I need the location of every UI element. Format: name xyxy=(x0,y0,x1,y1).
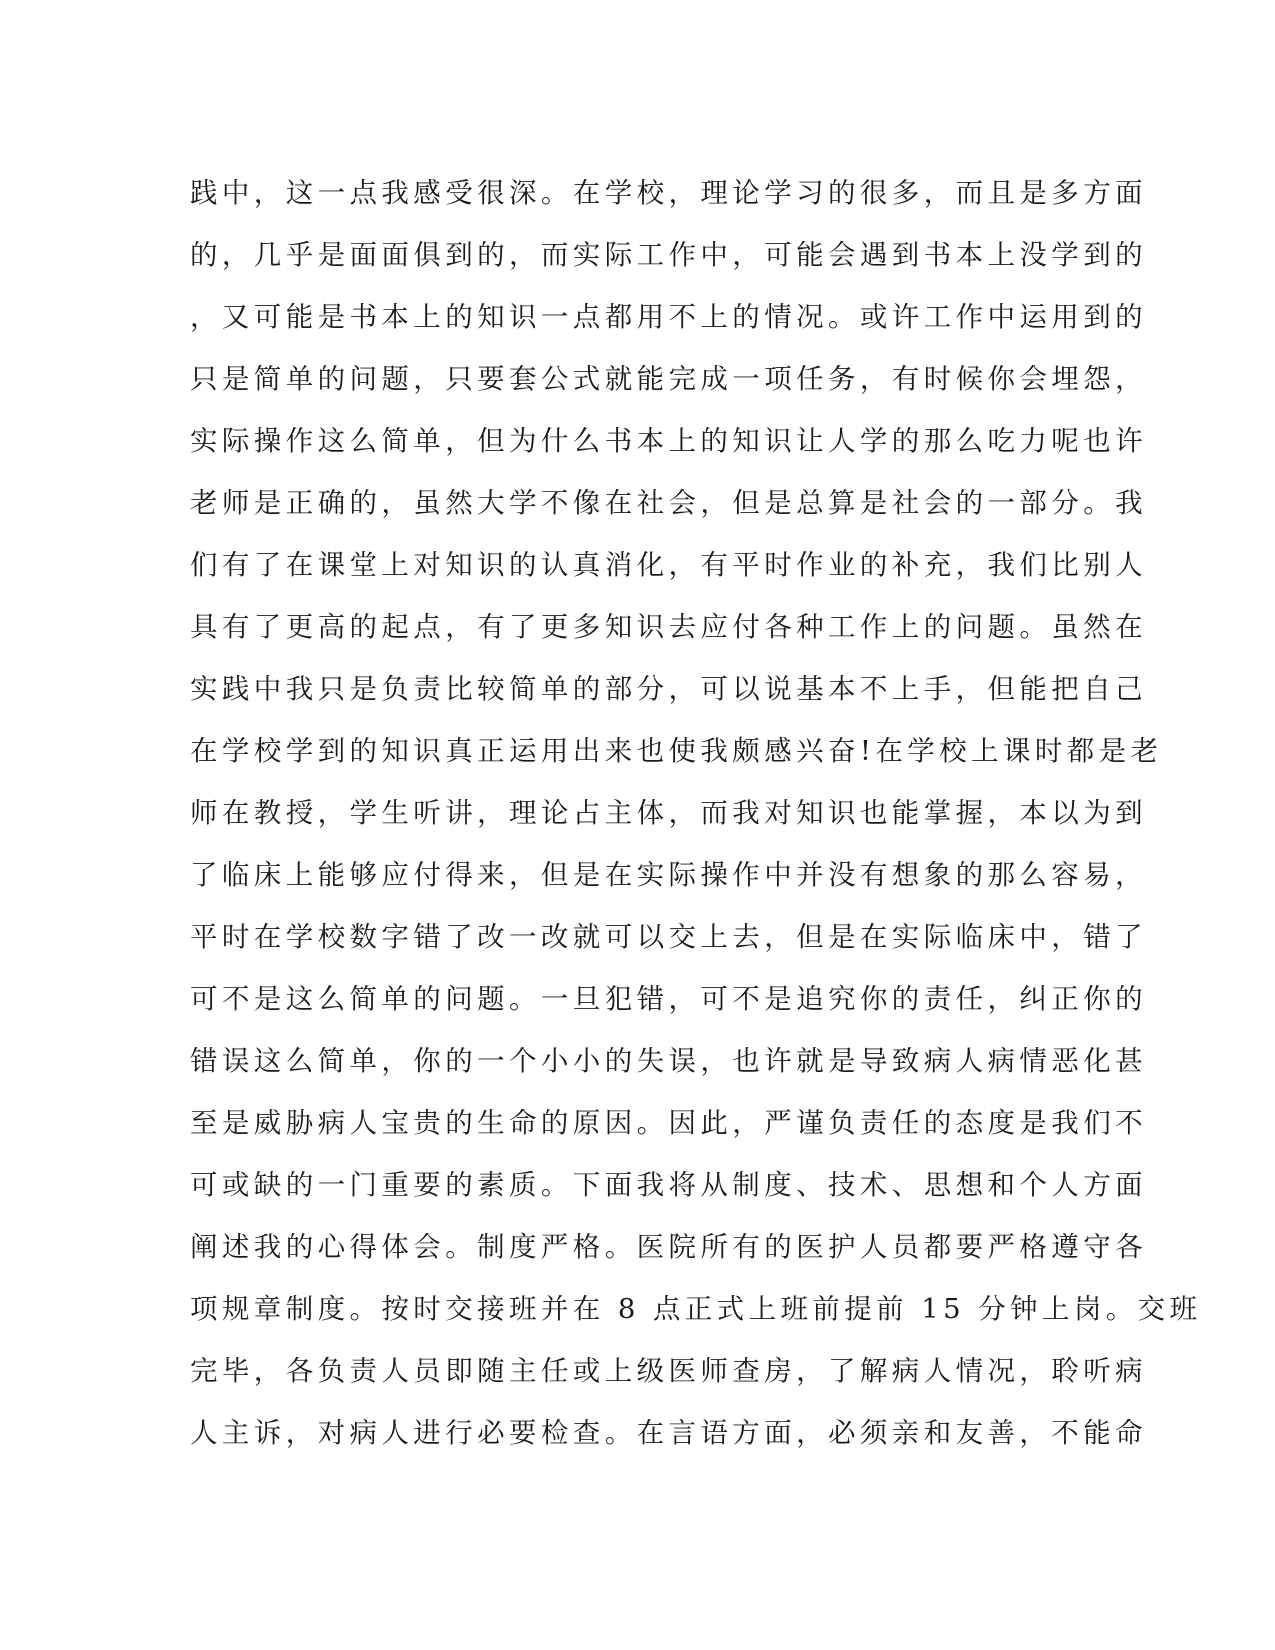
text-line: 了临床上能够应付得来，但是在实际操作中并没有想象的那么容易， xyxy=(190,859,1147,891)
text-line: 项规章制度。按时交接班并在 8 点正式上班前提前 15 分钟上岗。交班 xyxy=(190,1293,1202,1325)
text-line: 可或缺的一门重要的素质。下面我将从制度、技术、思想和个人方面 xyxy=(190,1169,1147,1201)
text-line: 只是简单的问题，只要套公式就能完成一项任务，有时候你会埋怨， xyxy=(190,363,1147,395)
text-line: 师在教授，学生听讲，理论占主体，而我对知识也能掌握，本以为到 xyxy=(190,797,1147,829)
text-line: 在学校学到的知识真正运用出来也使我颇感兴奋!在学校上课时都是老 xyxy=(190,735,1163,767)
text-line: 老师是正确的，虽然大学不像在社会，但是总算是社会的一部分。我 xyxy=(190,487,1147,519)
text-line: 的，几乎是面面俱到的，而实际工作中，可能会遇到书本上没学到的 xyxy=(190,239,1147,271)
text-line: 错误这么简单，你的一个小小的失误，也许就是导致病人病情恶化甚 xyxy=(190,1045,1147,1077)
text-line: 完毕，各负责人员即随主任或上级医师查房，了解病人情况，聆听病 xyxy=(190,1355,1147,1387)
text-line: 践中，这一点我感受很深。在学校，理论学习的很多，而且是多方面 xyxy=(190,177,1147,209)
text-line: ，又可能是书本上的知识一点都用不上的情况。或许工作中运用到的 xyxy=(190,301,1147,333)
text-line: 具有了更高的起点，有了更多知识去应付各种工作上的问题。虽然在 xyxy=(190,611,1147,643)
text-line: 实际操作这么简单，但为什么书本上的知识让人学的那么吃力呢也许 xyxy=(190,425,1147,457)
text-line: 阐述我的心得体会。制度严格。医院所有的医护人员都要严格遵守各 xyxy=(190,1231,1147,1263)
text-line: 人主诉，对病人进行必要检查。在言语方面，必须亲和友善，不能命 xyxy=(190,1417,1147,1449)
text-line: 实践中我只是负责比较简单的部分，可以说基本不上手，但能把自己 xyxy=(190,673,1147,705)
text-line: 们有了在课堂上对知识的认真消化，有平时作业的补充，我们比别人 xyxy=(190,549,1147,581)
text-line: 至是威胁病人宝贵的生命的原因。因此，严谨负责任的态度是我们不 xyxy=(190,1107,1147,1139)
body-text xyxy=(190,162,1202,1464)
text-line: 平时在学校数字错了改一改就可以交上去，但是在实际临床中，错了 xyxy=(190,921,1147,953)
text-line: 可不是这么简单的问题。一旦犯错，可不是追究你的责任，纠正你的 xyxy=(190,983,1147,1015)
